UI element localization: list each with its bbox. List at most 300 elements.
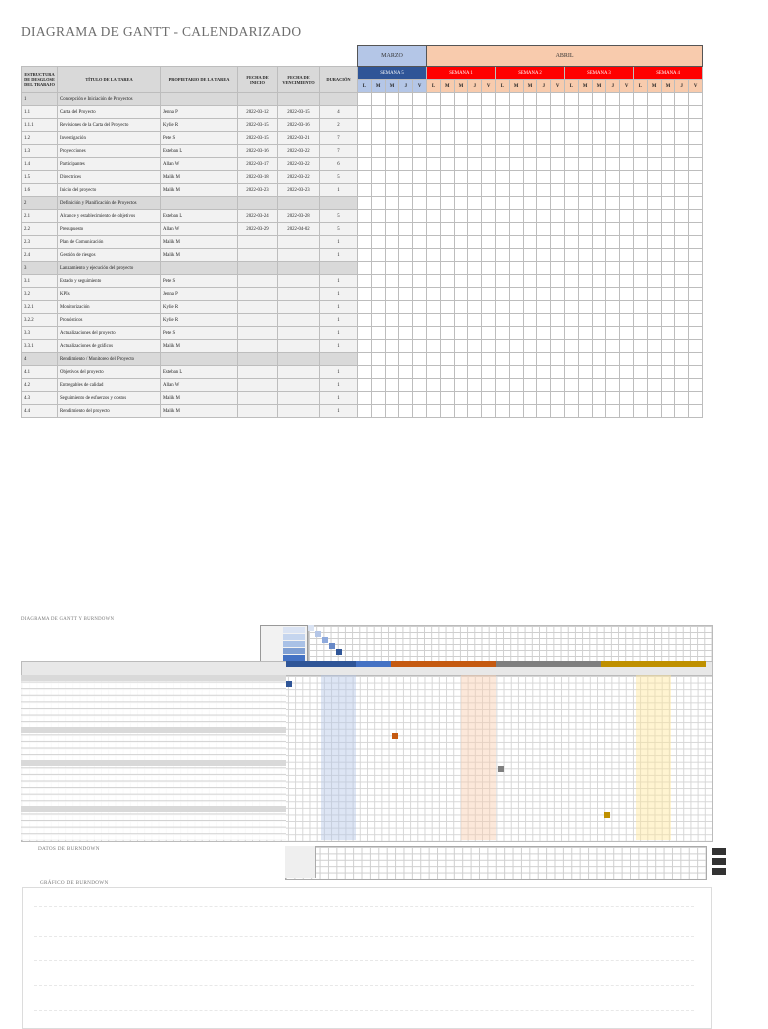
calendar-cell [358, 184, 372, 197]
calendar-cell [523, 145, 537, 158]
calendar-cell [523, 353, 537, 366]
calendar-cell [413, 353, 427, 366]
calendar-cell [647, 275, 661, 288]
calendar-cell [564, 301, 578, 314]
calendar-cell [661, 288, 675, 301]
calendar-cell [482, 314, 496, 327]
task-title-cell: Objetivos del proyecto [58, 366, 161, 379]
calendar-cell [689, 275, 703, 288]
mini-week-block [601, 661, 636, 667]
calendar-cell [564, 275, 578, 288]
mini-section-row [21, 760, 286, 766]
task-title-cell: Directrices [58, 171, 161, 184]
calendar-cell [468, 301, 482, 314]
calendar-cell [454, 353, 468, 366]
calendar-cell [620, 119, 634, 132]
duration-cell [320, 197, 358, 210]
week-header: SEMANA 1 [427, 67, 496, 80]
calendar-cell [633, 132, 647, 145]
calendar-cell [427, 405, 441, 418]
owner-cell: Malik M [161, 184, 238, 197]
due-date-cell [278, 249, 320, 262]
calendar-cell [468, 171, 482, 184]
calendar-cell [689, 314, 703, 327]
calendar-cell [496, 223, 510, 236]
task-title-cell: Carta del Proyecto [58, 106, 161, 119]
wbs-cell: 1.1.1 [22, 119, 58, 132]
day-header: M [592, 80, 606, 93]
calendar-cell [482, 236, 496, 249]
calendar-cell [675, 353, 689, 366]
duration-cell: 1 [320, 327, 358, 340]
calendar-cell [647, 119, 661, 132]
calendar-cell [427, 223, 441, 236]
calendar-cell [606, 119, 620, 132]
due-date-cell [278, 262, 320, 275]
calendar-cell [675, 275, 689, 288]
calendar-cell [509, 301, 523, 314]
mini-week-block [356, 661, 391, 667]
task-row [22, 366, 703, 379]
calendar-cell [675, 210, 689, 223]
calendar-cell [523, 327, 537, 340]
owner-cell: Malik M [161, 392, 238, 405]
calendar-cell [551, 327, 565, 340]
due-date-cell: 2022-03-22 [278, 145, 320, 158]
owner-cell: Allan W [161, 158, 238, 171]
duration-cell: 1 [320, 288, 358, 301]
calendar-cell [496, 158, 510, 171]
calendar-cell [358, 197, 372, 210]
calendar-cell [371, 327, 385, 340]
calendar-cell [551, 93, 565, 106]
calendar-cell [633, 353, 647, 366]
calendar-cell [647, 353, 661, 366]
calendar-cell [661, 93, 675, 106]
calendar-cell [509, 314, 523, 327]
wbs-cell: 4.1 [22, 366, 58, 379]
calendar-cell [482, 171, 496, 184]
calendar-cell [592, 353, 606, 366]
header-spacer [22, 46, 358, 67]
calendar-cell [427, 145, 441, 158]
mini-step-marker [308, 625, 314, 631]
mini-week-block [671, 661, 706, 667]
calendar-cell [633, 340, 647, 353]
due-date-cell [278, 405, 320, 418]
calendar-cell [440, 392, 454, 405]
calendar-cell [537, 158, 551, 171]
calendar-cell [578, 171, 592, 184]
calendar-cell [620, 379, 634, 392]
task-row [22, 249, 703, 262]
wbs-cell: 3.2 [22, 288, 58, 301]
calendar-cell [647, 249, 661, 262]
calendar-cell [399, 340, 413, 353]
calendar-cell [647, 132, 661, 145]
calendar-cell [440, 288, 454, 301]
calendar-cell [606, 158, 620, 171]
calendar-cell [427, 106, 441, 119]
wbs-cell: 2.4 [22, 249, 58, 262]
task-title-cell: Presupuesto [58, 223, 161, 236]
calendar-cell [385, 353, 399, 366]
task-row [22, 327, 703, 340]
calendar-cell [482, 93, 496, 106]
calendar-cell [427, 262, 441, 275]
calendar-cell [385, 93, 399, 106]
calendar-cell [564, 288, 578, 301]
calendar-cell [592, 288, 606, 301]
calendar-cell [633, 275, 647, 288]
mini-week-block [426, 661, 461, 667]
calendar-cell [606, 301, 620, 314]
calendar-cell [537, 236, 551, 249]
col-header-owner: PROPIETARIO DE LA TAREA [161, 67, 238, 93]
calendar-cell [537, 249, 551, 262]
calendar-cell [620, 314, 634, 327]
calendar-cell [454, 223, 468, 236]
calendar-cell [564, 197, 578, 210]
calendar-cell [385, 340, 399, 353]
calendar-cell [358, 379, 372, 392]
wbs-cell: 1.2 [22, 132, 58, 145]
calendar-cell [551, 106, 565, 119]
start-date-cell: 2022-03-18 [238, 171, 278, 184]
calendar-cell [689, 106, 703, 119]
calendar-cell [578, 366, 592, 379]
calendar-cell [427, 379, 441, 392]
calendar-cell [661, 392, 675, 405]
calendar-cell [620, 249, 634, 262]
calendar-cell [358, 288, 372, 301]
task-row [22, 288, 703, 301]
calendar-cell [689, 392, 703, 405]
calendar-cell [606, 210, 620, 223]
calendar-cell [358, 145, 372, 158]
chart-gridline [34, 960, 694, 961]
calendar-cell [620, 405, 634, 418]
calendar-cell [482, 405, 496, 418]
calendar-cell [620, 327, 634, 340]
calendar-cell [537, 197, 551, 210]
calendar-cell [413, 106, 427, 119]
calendar-cell [564, 132, 578, 145]
calendar-cell [592, 223, 606, 236]
calendar-cell [620, 106, 634, 119]
calendar-cell [358, 158, 372, 171]
owner-cell: Allan W [161, 379, 238, 392]
day-header: M [661, 80, 675, 93]
mini-step-marker [329, 643, 335, 649]
calendar-cell [633, 327, 647, 340]
calendar-cell [537, 353, 551, 366]
calendar-cell [385, 405, 399, 418]
day-header: J [675, 80, 689, 93]
calendar-cell [592, 392, 606, 405]
calendar-cell [358, 223, 372, 236]
calendar-cell [523, 210, 537, 223]
mini-week-block [391, 661, 426, 667]
calendar-cell [523, 223, 537, 236]
calendar-cell [385, 145, 399, 158]
calendar-cell [564, 262, 578, 275]
calendar-cell [523, 262, 537, 275]
calendar-cell [371, 184, 385, 197]
calendar-cell [578, 288, 592, 301]
calendar-cell [551, 119, 565, 132]
task-row [22, 275, 703, 288]
wbs-cell: 4.2 [22, 379, 58, 392]
day-header: M [647, 80, 661, 93]
calendar-cell [578, 392, 592, 405]
calendar-cell [371, 262, 385, 275]
calendar-cell [647, 405, 661, 418]
calendar-cell [509, 132, 523, 145]
day-header: J [606, 80, 620, 93]
calendar-cell [675, 119, 689, 132]
calendar-cell [358, 314, 372, 327]
calendar-cell [371, 197, 385, 210]
calendar-cell [592, 106, 606, 119]
calendar-cell [551, 392, 565, 405]
calendar-cell [592, 314, 606, 327]
wbs-cell: 3.3 [22, 327, 58, 340]
calendar-cell [399, 301, 413, 314]
calendar-cell [620, 353, 634, 366]
calendar-cell [496, 93, 510, 106]
calendar-cell [427, 275, 441, 288]
task-title-cell: Estado y seguimiento [58, 275, 161, 288]
calendar-cell [413, 262, 427, 275]
owner-cell: Jenna P [161, 106, 238, 119]
calendar-cell [537, 145, 551, 158]
calendar-cell [509, 288, 523, 301]
burndown-data-grid [285, 846, 707, 880]
day-header: M [440, 80, 454, 93]
section-row [22, 353, 703, 366]
calendar-cell [578, 119, 592, 132]
task-title-cell: Lanzamiento y ejecución del proyecto [58, 262, 161, 275]
calendar-cell [647, 223, 661, 236]
calendar-cell [592, 262, 606, 275]
calendar-cell [468, 405, 482, 418]
task-row [22, 223, 703, 236]
burndown-row-header [285, 846, 316, 878]
task-title-cell: Inicio del proyecto [58, 184, 161, 197]
calendar-cell [578, 184, 592, 197]
calendar-cell [661, 405, 675, 418]
owner-cell [161, 353, 238, 366]
calendar-cell [537, 327, 551, 340]
calendar-cell [413, 132, 427, 145]
calendar-cell [606, 132, 620, 145]
calendar-cell [606, 184, 620, 197]
calendar-cell [440, 210, 454, 223]
owner-cell: Pete S [161, 275, 238, 288]
task-title-cell: KPIs [58, 288, 161, 301]
calendar-cell [551, 158, 565, 171]
calendar-cell [440, 145, 454, 158]
task-row [22, 119, 703, 132]
calendar-cell [564, 158, 578, 171]
calendar-cell [413, 249, 427, 262]
owner-cell: Kylie R [161, 314, 238, 327]
calendar-cell [509, 340, 523, 353]
calendar-cell [551, 171, 565, 184]
start-date-cell [238, 275, 278, 288]
start-date-cell [238, 288, 278, 301]
calendar-cell [454, 314, 468, 327]
task-row [22, 236, 703, 249]
calendar-cell [523, 392, 537, 405]
task-row [22, 106, 703, 119]
calendar-cell [482, 262, 496, 275]
section-row [22, 197, 703, 210]
calendar-cell [496, 184, 510, 197]
calendar-cell [440, 405, 454, 418]
calendar-cell [413, 184, 427, 197]
calendar-cell [358, 262, 372, 275]
duration-cell: 1 [320, 405, 358, 418]
calendar-cell [482, 145, 496, 158]
calendar-cell [454, 366, 468, 379]
calendar-cell [578, 236, 592, 249]
calendar-cell [578, 379, 592, 392]
calendar-cell [606, 106, 620, 119]
calendar-cell [482, 210, 496, 223]
calendar-cell [537, 405, 551, 418]
calendar-cell [371, 119, 385, 132]
col-header-start: FECHA DE INICIO [238, 67, 278, 93]
calendar-cell [633, 223, 647, 236]
calendar-cell [399, 366, 413, 379]
calendar-cell [413, 392, 427, 405]
calendar-cell [385, 379, 399, 392]
duration-cell: 1 [320, 249, 358, 262]
calendar-cell [440, 119, 454, 132]
calendar-cell [413, 93, 427, 106]
due-date-cell [278, 353, 320, 366]
calendar-cell [468, 223, 482, 236]
calendar-cell [551, 353, 565, 366]
task-title-cell: Definición y Planificación de Proyectos [58, 197, 161, 210]
due-date-cell [278, 275, 320, 288]
mini-week-block [531, 661, 566, 667]
calendar-cell [454, 184, 468, 197]
owner-cell: Esteban L [161, 145, 238, 158]
calendar-cell [675, 314, 689, 327]
calendar-cell [675, 236, 689, 249]
duration-cell: 1 [320, 340, 358, 353]
wbs-cell: 2.2 [22, 223, 58, 236]
calendar-cell [427, 392, 441, 405]
calendar-cell [454, 171, 468, 184]
calendar-cell [385, 327, 399, 340]
calendar-cell [454, 275, 468, 288]
calendar-cell [606, 392, 620, 405]
day-header: M [578, 80, 592, 93]
calendar-cell [385, 223, 399, 236]
calendar-cell [620, 210, 634, 223]
calendar-cell [689, 262, 703, 275]
calendar-cell [537, 301, 551, 314]
calendar-cell [689, 184, 703, 197]
calendar-cell [399, 288, 413, 301]
calendar-cell [371, 223, 385, 236]
calendar-cell [537, 210, 551, 223]
calendar-cell [564, 236, 578, 249]
wbs-cell: 1.3 [22, 145, 58, 158]
calendar-cell [413, 275, 427, 288]
calendar-cell [661, 132, 675, 145]
owner-cell: Allan W [161, 223, 238, 236]
mini-task-marker [604, 812, 610, 818]
calendar-cell [358, 405, 372, 418]
calendar-cell [564, 314, 578, 327]
calendar-cell [564, 366, 578, 379]
calendar-cell [633, 106, 647, 119]
calendar-cell [496, 145, 510, 158]
calendar-cell [496, 288, 510, 301]
calendar-cell [578, 405, 592, 418]
calendar-cell [592, 379, 606, 392]
task-row [22, 340, 703, 353]
calendar-cell [661, 171, 675, 184]
task-row [22, 210, 703, 223]
calendar-cell [647, 314, 661, 327]
start-date-cell [238, 197, 278, 210]
calendar-cell [620, 132, 634, 145]
calendar-cell [482, 340, 496, 353]
calendar-cell [440, 366, 454, 379]
owner-cell: Jenna P [161, 288, 238, 301]
calendar-cell [496, 340, 510, 353]
calendar-cell [509, 262, 523, 275]
calendar-cell [689, 210, 703, 223]
calendar-cell [482, 132, 496, 145]
start-date-cell [238, 93, 278, 106]
calendar-cell [358, 210, 372, 223]
calendar-cell [482, 366, 496, 379]
due-date-cell [278, 379, 320, 392]
calendar-cell [675, 327, 689, 340]
week-header: SEMANA 2 [496, 67, 565, 80]
calendar-cell [647, 171, 661, 184]
calendar-cell [564, 249, 578, 262]
calendar-cell [661, 327, 675, 340]
day-header: J [537, 80, 551, 93]
calendar-cell [454, 197, 468, 210]
calendar-cell [399, 262, 413, 275]
calendar-cell [454, 288, 468, 301]
calendar-cell [633, 262, 647, 275]
calendar-cell [413, 379, 427, 392]
calendar-cell [689, 171, 703, 184]
calendar-cell [509, 392, 523, 405]
calendar-cell [551, 184, 565, 197]
calendar-cell [578, 197, 592, 210]
calendar-cell [371, 301, 385, 314]
duration-cell: 1 [320, 301, 358, 314]
start-date-cell [238, 327, 278, 340]
due-date-cell [278, 340, 320, 353]
calendar-cell [482, 392, 496, 405]
calendar-cell [689, 93, 703, 106]
calendar-cell [620, 301, 634, 314]
calendar-cell [468, 249, 482, 262]
calendar-cell [523, 93, 537, 106]
